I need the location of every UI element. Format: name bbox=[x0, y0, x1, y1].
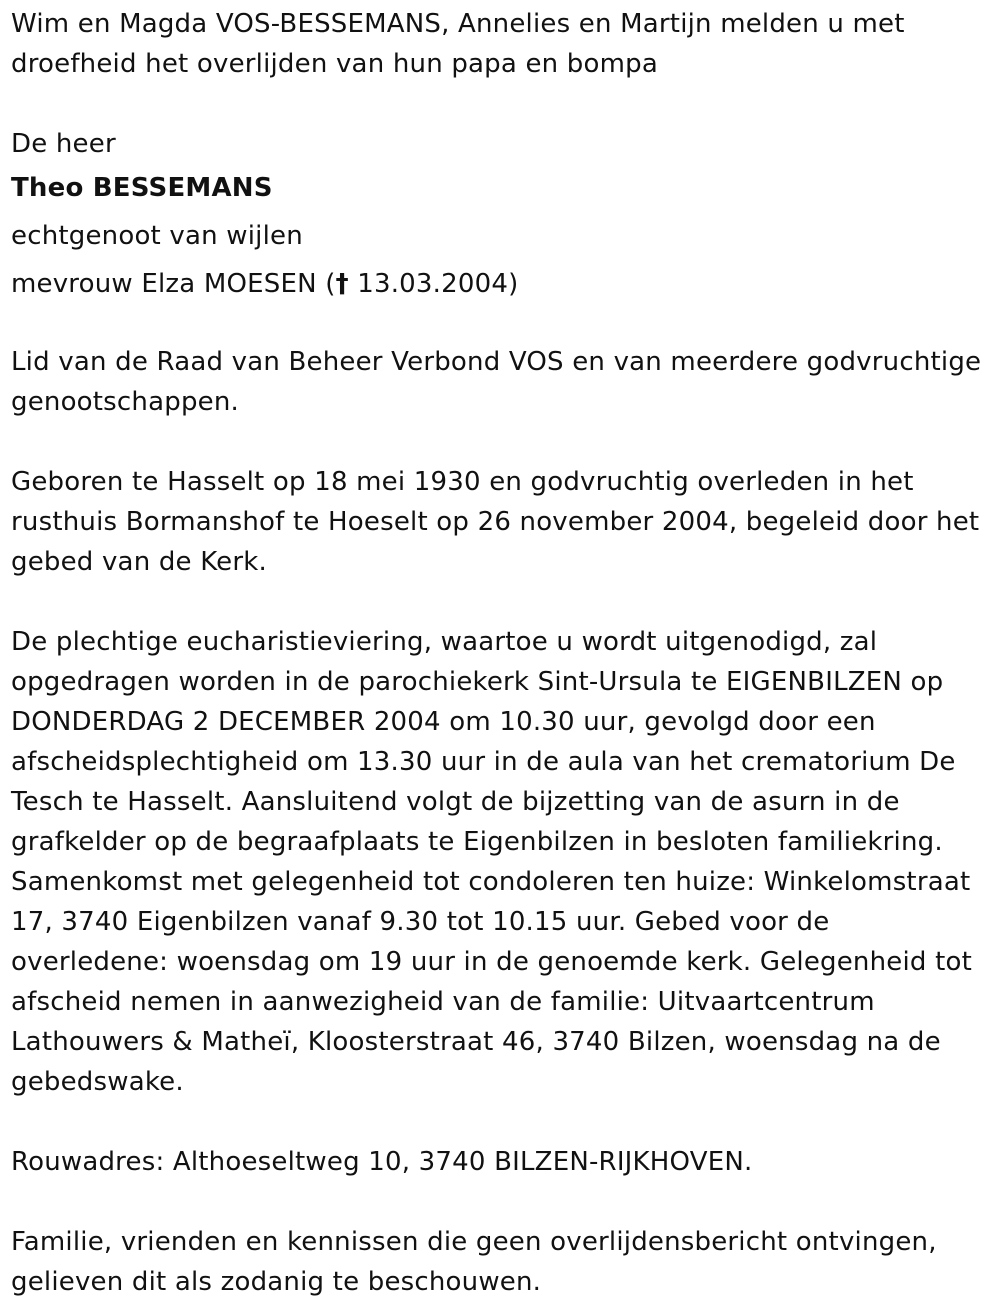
salutation: De heer bbox=[11, 129, 116, 159]
ceremony-paragraph: De plechtige eucharistieviering, waartoe u wordt uitgenodigd, zal opgedragen worden in de parochiekerk Sint-Ursula te EIGENBILZEN op DONDERDAG 2 DECEMBER 2004 om 10.30 uur, gevolgd door een afscheidsplechtigheid om 13.30 uur in de aula van het crematorium De Tesch te Hasselt. Aansluitend volgt de bijzetting van de asurn in de grafkelder op de begraafplaats te Eigenbilzen in besloten familiekring. Samenkomst met gelegenheid tot condoleren ten huize: Winkelomstraat 17, 3740 Eigenbilzen vanaf 9.30 tot 10.15 uur. Gebed voor de overledene: woensdag om 19 uur in de genoemde kerk. Gelegenheid tot afscheid nemen in aanwezigheid van de familie: Uitvaartcentrum Lathouwers & Matheï, Kloosterstraat 46, 3740 Bilzen, woensdag na de gebedswake. bbox=[11, 627, 972, 1097]
spacer bbox=[11, 308, 990, 342]
spouse-death-date: 13.03.2004) bbox=[348, 269, 519, 299]
spouse-details bbox=[11, 260, 990, 308]
spacer bbox=[11, 582, 990, 622]
spacer bbox=[11, 84, 990, 124]
closing-paragraph: Familie, vrienden en kennissen die geen overlijdensbericht ontvingen, gelieven dit als zodanig te beschouwen. bbox=[11, 1227, 937, 1297]
deceased-block bbox=[11, 124, 990, 308]
cross-icon: † bbox=[335, 269, 349, 299]
deceased-name: Theo BESSEMANS bbox=[11, 173, 273, 203]
spacer bbox=[11, 422, 990, 462]
spacer bbox=[11, 1182, 990, 1222]
birth-death-paragraph: Geboren te Hasselt op 18 mei 1930 en godvruchtig overleden in het rusthuis Bormanshof te Hoeselt op 26 november 2004, begeleid door het gebed van de Kerk. bbox=[11, 467, 980, 577]
membership-paragraph: Lid van de Raad van Beheer Verbond VOS en van meerdere godvruchtige genootschappen. bbox=[11, 347, 982, 417]
spouse-name: mevrouw Elza MOESEN ( bbox=[11, 269, 336, 299]
intro-paragraph: Wim en Magda VOS-BESSEMANS, Annelies en Martijn melden u met droefheid het overlijden van hun papa en bompa bbox=[11, 9, 905, 79]
spacer bbox=[11, 1102, 990, 1142]
mourning-address: Rouwadres: Althoeseltweg 10, 3740 BILZEN-RIJKHOVEN. bbox=[11, 1147, 753, 1177]
spouse-line: echtgenoot van wijlen bbox=[11, 221, 303, 251]
